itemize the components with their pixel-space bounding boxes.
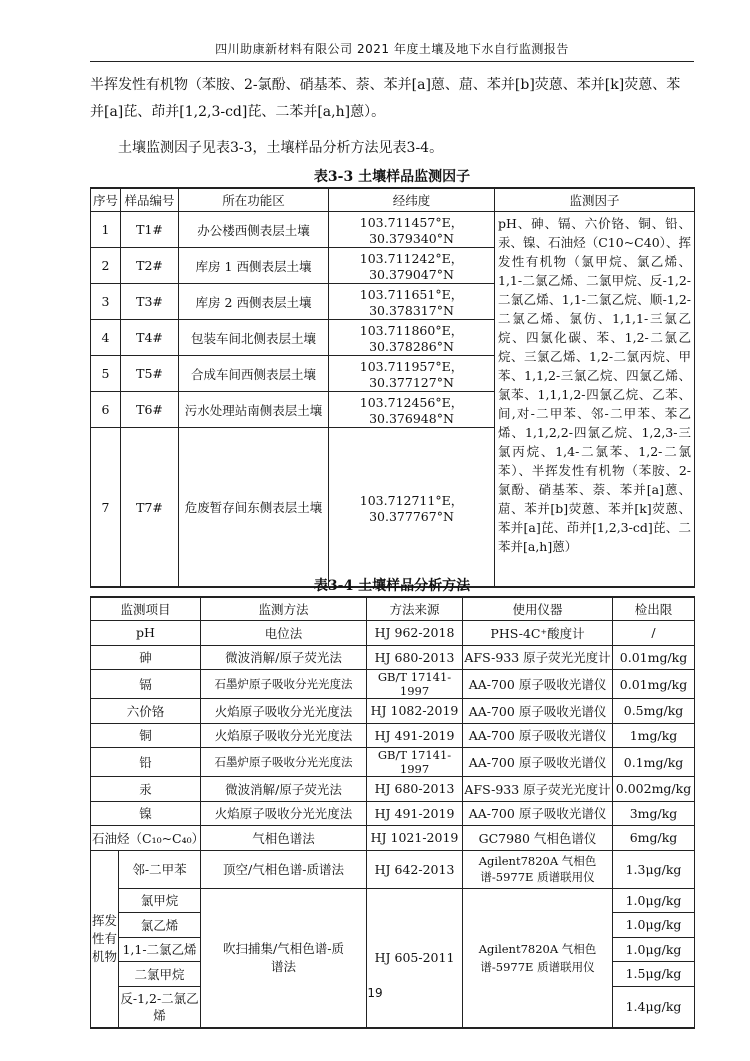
header-cell: 所在功能区 [179,188,329,212]
cell-source: HJ 962-2018 [367,621,463,646]
cell-area: 办公楼西侧表层土壤 [179,212,329,248]
cell-limit: 1.0μg/kg [613,888,695,913]
cell-instrument: AFS-933 原子荧光光度计 [463,645,613,670]
cell-item: 镉 [91,670,201,699]
cell-method: 微波消解/原子荧光法 [201,777,367,802]
cell-limit: 1mg/kg [613,723,695,748]
table-row [91,777,695,802]
cell-limit: 0.01mg/kg [613,670,695,699]
cell-source: HJ 491-2019 [367,723,463,748]
cell-source: HJ 1021-2019 [367,826,463,851]
cell-index: 1 [91,212,121,248]
cell-method: 火焰原子吸收分光光度法 [201,699,367,724]
paragraph-svoc: 半挥发性有机物（苯胺、2-氯酚、硝基苯、萘、苯并[a]蒽、䓛、苯并[b]荧蒽、苯并[k]荧蒽、苯并[a]芘、茚并[1,2,3-cd]芘、二苯并[a,h]蒽）。 [90,77,681,120]
table-row [91,670,695,699]
cell-sample-id: T6# [121,392,179,428]
table-3-3-caption: 表3-3 土壤样品监测因子 [313,169,471,185]
cell-instrument: PHS-4C⁺酸度计 [463,621,613,646]
cell-sample-id: T7# [121,428,179,588]
header-cell: 监测项目 [91,597,201,621]
cell-source: GB/T 17141-1997 [367,748,463,777]
cell-limit: / [613,621,695,646]
cell-limit: 0.002mg/kg [613,777,695,802]
cell-instrument: AA-700 原子吸收光谱仪 [463,748,613,777]
cell-item: 氯乙烯 [119,913,201,938]
cell-limit: 1.0μg/kg [613,937,695,962]
cell-instrument: AA-700 原子吸收光谱仪 [463,699,613,724]
table-header-row [91,597,695,621]
cell-source: HJ 1082-2019 [367,699,463,724]
cell-method: 微波消解/原子荧光法 [201,645,367,670]
cell-item: 六价铬 [91,699,201,724]
cell-limit: 0.1mg/kg [613,748,695,777]
paragraph-table-ref: 土壤监测因子见表3-3，土壤样品分析方法见表3-4。 [118,140,444,156]
cell-voc-group: 挥发性有机物 [91,850,119,1028]
cell-area: 合成车间西侧表层土壤 [179,356,329,392]
cell-sample-id: T4# [121,320,179,356]
cell-instrument: GC7980 气相色谱仪 [463,826,613,851]
cell-item: 邻-二甲苯 [119,850,201,888]
header-cell: 使用仪器 [463,597,613,621]
cell-source: GB/T 17141-1997 [367,670,463,699]
table-3-3 [90,187,695,588]
cell-method: 吹扫捕集/气相色谱-质谱法 [201,888,367,1028]
cell-area: 库房 1 西侧表层土壤 [179,248,329,284]
cell-coordinates: 103.712456°E，30.376948°N [329,392,495,428]
cell-index: 5 [91,356,121,392]
header-cell: 监测因子 [495,188,695,212]
cell-limit: 3mg/kg [613,801,695,826]
cell-method: 气相色谱法 [201,826,367,851]
table-row [91,699,695,724]
page-header: 四川助康新材料有限公司 2021 年度土壤及地下水自行监测报告 [90,40,694,62]
cell-method: 石墨炉原子吸收分光光度法 [201,670,367,699]
table-row [91,621,695,646]
cell-method: 火焰原子吸收分光光度法 [201,723,367,748]
cell-coordinates: 103.712711°E，30.377767°N [329,428,495,588]
cell-index: 2 [91,248,121,284]
cell-area: 库房 2 西侧表层土壤 [179,284,329,320]
cell-source: HJ 680-2013 [367,645,463,670]
header-cell: 样品编号 [121,188,179,212]
cell-source: HJ 642-2013 [367,850,463,888]
cell-coordinates: 103.711651°E，30.378317°N [329,284,495,320]
cell-method: 火焰原子吸收分光光度法 [201,801,367,826]
table-row [91,723,695,748]
table-row [91,212,695,248]
header-cell: 检出限 [613,597,695,621]
cell-item: 汞 [91,777,201,802]
header-cell: 经纬度 [329,188,495,212]
table-header-row [91,188,695,212]
table-row [91,748,695,777]
cell-item: 铜 [91,723,201,748]
cell-limit: 0.01mg/kg [613,645,695,670]
cell-coordinates: 103.711242°E，30.379047°N [329,248,495,284]
cell-limit: 1.4μg/kg [613,986,695,1028]
table-row [91,801,695,826]
cell-monitoring-factors: pH、砷、镉、六价铬、铜、铅、汞、镍、石油烃（C10~C40）、挥发性有机物（氯甲烷、氯乙烯、1,1-二氯乙烯、二氯甲烷、反-1,2-二氯乙烯、1,1-二氯乙烷、顺-1,2-二氯乙烯、氯仿、1,1,1-三氯乙烷、四氯化碳、苯、1,2-二氯乙烷、三氯乙烯、1,2-二氯丙烷、甲苯、1,1,2-三氯乙烷、四氯乙烯、氯苯、1,1,1,2-四氯乙烷、乙苯、间,对-二甲苯、邻-二甲苯、苯乙烯、1,1,2,2-四氯乙烷、1,2,3-三氯丙烷、1,4-二氯苯、1,2-二氯苯）、半挥发性有机物（苯胺、2-氯酚、硝基苯、萘、苯并[a]蒽、䓛、苯并[b]荧蒽、苯并[k]荧蒽、苯并[a]芘、茚并[1,2,3-cd]芘、二苯并[a,h]蒽） [495,212,695,588]
cell-item: 铅 [91,748,201,777]
cell-sample-id: T1# [121,212,179,248]
header-cell: 序号 [91,188,121,212]
cell-area: 污水处理站南侧表层土壤 [179,392,329,428]
cell-instrument: Agilent7820A 气相色谱-5977E 质谱联用仪 [463,888,613,1028]
cell-index: 7 [91,428,121,588]
cell-sample-id: T3# [121,284,179,320]
cell-method: 顶空/气相色谱-质谱法 [201,850,367,888]
cell-limit: 1.3μg/kg [613,850,695,888]
cell-item: 石油烃（C₁₀~C₄₀） [91,826,201,851]
table-3-4 [90,596,695,1029]
cell-instrument: AA-700 原子吸收光谱仪 [463,670,613,699]
cell-coordinates: 103.711860°E，30.378286°N [329,320,495,356]
table-row [91,826,695,851]
cell-item: 反-1,2-二氯乙烯 [119,986,201,1028]
cell-limit: 1.0μg/kg [613,913,695,938]
cell-instrument: AFS-933 原子荧光光度计 [463,777,613,802]
cell-instrument: Agilent7820A 气相色谱-5977E 质谱联用仪 [463,850,613,888]
cell-sample-id: T2# [121,248,179,284]
cell-coordinates: 103.711957°E，30.377127°N [329,356,495,392]
cell-source: HJ 491-2019 [367,801,463,826]
cell-item: 1,1-二氯乙烯 [119,937,201,962]
cell-instrument: AA-700 原子吸收光谱仪 [463,801,613,826]
cell-method: 石墨炉原子吸收分光光度法 [201,748,367,777]
cell-method: 电位法 [201,621,367,646]
table-row [91,850,695,888]
cell-limit: 6mg/kg [613,826,695,851]
cell-coordinates: 103.711457°E，30.379340°N [329,212,495,248]
cell-item: 镍 [91,801,201,826]
cell-item: 砷 [91,645,201,670]
header-cell: 监测方法 [201,597,367,621]
cell-sample-id: T5# [121,356,179,392]
cell-limit: 1.5μg/kg [613,962,695,987]
cell-area: 包装车间北侧表层土壤 [179,320,329,356]
table-row [91,645,695,670]
cell-index: 3 [91,284,121,320]
cell-index: 6 [91,392,121,428]
cell-item: pH [91,621,201,646]
header-cell: 方法来源 [367,597,463,621]
cell-source: HJ 605-2011 [367,888,463,1028]
table-3-4-caption: 表3-4 土壤样品分析方法 [313,578,471,594]
page-number: 19 [367,986,383,1000]
cell-item: 二氯甲烷 [119,962,201,987]
cell-instrument: AA-700 原子吸收光谱仪 [463,723,613,748]
cell-limit: 0.5mg/kg [613,699,695,724]
cell-item: 氯甲烷 [119,888,201,913]
cell-area: 危废暂存间东侧表层土壤 [179,428,329,588]
cell-source: HJ 680-2013 [367,777,463,802]
cell-index: 4 [91,320,121,356]
table-row [91,888,695,913]
